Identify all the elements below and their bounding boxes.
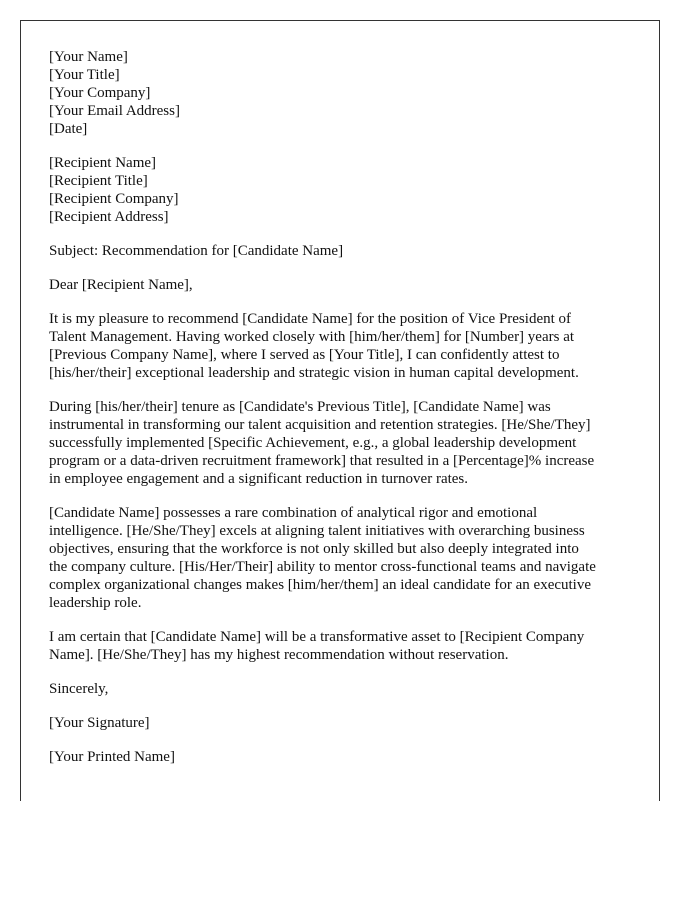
sender-name: [Your Name] — [49, 49, 128, 65]
valediction: Sincerely, — [49, 681, 109, 697]
salutation: Dear [Recipient Name], — [49, 277, 193, 293]
paragraph-line: complex organizational changes makes [him/her/them] an ideal candidate for an executive — [49, 577, 591, 593]
paragraph-line: [his/her/their] exceptional leadership and strategic vision in human capital development. — [49, 365, 579, 381]
recipient-address: [Recipient Address] — [49, 209, 169, 225]
letter-date: [Date] — [49, 121, 88, 137]
paragraph-line: in employee engagement and a significant reduction in turnover rates. — [49, 471, 469, 487]
paragraph-line: intelligence. [He/She/They] excels at aligning talent initiatives with overarching business — [49, 523, 585, 539]
paragraph-line: It is my pleasure to recommend [Candidate Name] for the position of Vice President of — [49, 311, 572, 327]
body-paragraph-1 — [49, 310, 635, 382]
recipient-title: [Recipient Title] — [49, 173, 148, 189]
paragraph-line: [Previous Company Name], where I served as [Your Title], I can confidently attest to — [49, 347, 560, 363]
paragraph-line: program or a data-driven recruitment framework] that resulted in a [Percentage]% increase — [49, 453, 595, 469]
paragraph-line: Talent Management. Having worked closely with [him/her/them] for [Number] years at — [49, 329, 575, 345]
recipient-name: [Recipient Name] — [49, 155, 157, 171]
recipient-block — [49, 154, 635, 226]
body-paragraph-3 — [49, 504, 635, 612]
letter-page — [20, 20, 660, 801]
subject-line: Subject: Recommendation for [Candidate Name] — [49, 243, 344, 259]
paragraph-line: leadership role. — [49, 595, 142, 611]
paragraph-line: objectives, ensuring that the workforce is not only skilled but also deeply integrated into — [49, 541, 579, 557]
paragraph-line: Name]. [He/She/They] has my highest recommendation without reservation. — [49, 647, 509, 663]
paragraph-line: I am certain that [Candidate Name] will be a transformative asset to [Recipient Company — [49, 629, 585, 645]
recipient-company: [Recipient Company] — [49, 191, 179, 207]
letter-content — [49, 48, 635, 782]
body-paragraph-4 — [49, 628, 635, 664]
printed-name: [Your Printed Name] — [49, 749, 175, 765]
paragraph-line: During [his/her/their] tenure as [Candidate's Previous Title], [Candidate Name] was — [49, 399, 551, 415]
sender-block — [49, 48, 635, 138]
signature: [Your Signature] — [49, 715, 150, 731]
body-paragraph-2 — [49, 398, 635, 488]
paragraph-line: instrumental in transforming our talent acquisition and retention strategies. [He/She/They] — [49, 417, 591, 433]
sender-company: [Your Company] — [49, 85, 151, 101]
paragraph-line: [Candidate Name] possesses a rare combination of analytical rigor and emotional — [49, 505, 538, 521]
paragraph-line: the company culture. [His/Her/Their] ability to mentor cross-functional teams and navigate — [49, 559, 596, 575]
paragraph-line: successfully implemented [Specific Achievement, e.g., a global leadership development — [49, 435, 577, 451]
sender-title: [Your Title] — [49, 67, 120, 83]
sender-email: [Your Email Address] — [49, 103, 180, 119]
